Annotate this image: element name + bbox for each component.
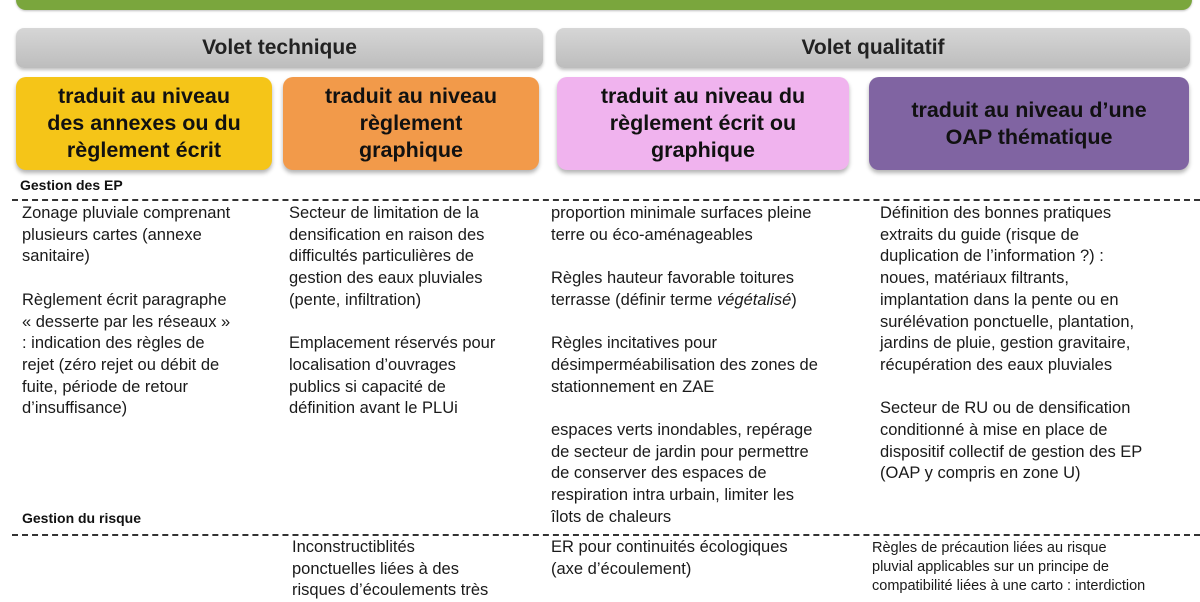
gestion-risque-col3 — [551, 537, 851, 580]
gestion-risque-col2 — [292, 537, 542, 602]
text-block: Règlement écrit paragraphe « desserte par les réseaux » : indication des règles de rejet (zéro rejet ou débit de fuite, période de retour d’insuffisance) — [22, 290, 231, 418]
volet-qualitatif-header: Volet qualitatif — [556, 28, 1190, 68]
text-block: Zonage pluviale comprenant plusieurs cartes (annexe sanitaire) — [22, 204, 231, 266]
section-divider — [12, 534, 1200, 536]
text-block: Emplacement réservés pour localisation d’ouvrages publics si capacité de définition avant le PLUi — [289, 334, 496, 418]
top-banner — [16, 0, 1192, 10]
italic-term: végétalisé — [716, 290, 792, 309]
gestion-ep-col3 — [551, 203, 851, 529]
text-block: Secteur de limitation de la densification en raison des difficultés particulières de gestion des eaux pluviales (pente, infiltration) — [289, 204, 485, 309]
text-block: Inconstructiblités ponctuelles liées à des risques d’écoulements très — [292, 538, 489, 600]
text-block: Définition des bonnes pratiques extraits du guide (risque de duplication de l’information ?) : noues, matériaux filtrants, implantation dans la pente ou en surélévation ponctuelle, plantation, jardins de pluie, gestion gravitaire, récupération des eaux pluviales — [880, 204, 1135, 374]
text-block — [551, 268, 851, 311]
gestion-ep-col1 — [22, 203, 272, 420]
text-block: ER pour continuités écologiques (axe d’écoulement) — [551, 538, 788, 578]
gestion-risque-col4 — [872, 539, 1192, 595]
section-label-gestion-risque: Gestion du risque — [22, 510, 142, 526]
category-reglement-graphique: traduit au niveau règlement graphique — [283, 77, 539, 170]
text-block: proportion minimale surfaces pleine terre ou éco-aménageables — [551, 204, 812, 244]
section-label-gestion-ep: Gestion des EP — [20, 177, 123, 193]
category-annexes-reglement-ecrit: traduit au niveau des annexes ou du règlement écrit — [16, 77, 272, 170]
text-segment: ) — [791, 290, 797, 309]
text-block: Règles de précaution liées au risque pluvial applicables sur un principe de compatibilité liées à une carto : interdiction — [872, 540, 1146, 594]
text-block: Secteur de RU ou de densification conditionné à mise en place de dispositif collectif de gestion des EP (OAP y compris en zone U) — [880, 399, 1143, 483]
gestion-ep-col4 — [880, 203, 1195, 485]
text-block: Règles incitatives pour désimperméabilisation des zones de stationnement en ZAE — [551, 334, 818, 396]
gestion-ep-col2 — [289, 203, 539, 420]
category-oap-thematique: traduit au niveau d’une OAP thématique — [869, 77, 1189, 170]
volet-technique-header: Volet technique — [16, 28, 543, 68]
text-block: espaces verts inondables, repérage de secteur de jardin pour permettre de conserver des espaces de respiration intra urbain, limiter les îlots de chaleurs — [551, 420, 813, 526]
category-reglement-ecrit-ou-graphique: traduit au niveau du règlement écrit ou graphique — [557, 77, 849, 170]
section-divider — [12, 199, 1200, 201]
text-segment: Règles hauteur favorable toitures terrasse (définir terme — [551, 269, 795, 309]
